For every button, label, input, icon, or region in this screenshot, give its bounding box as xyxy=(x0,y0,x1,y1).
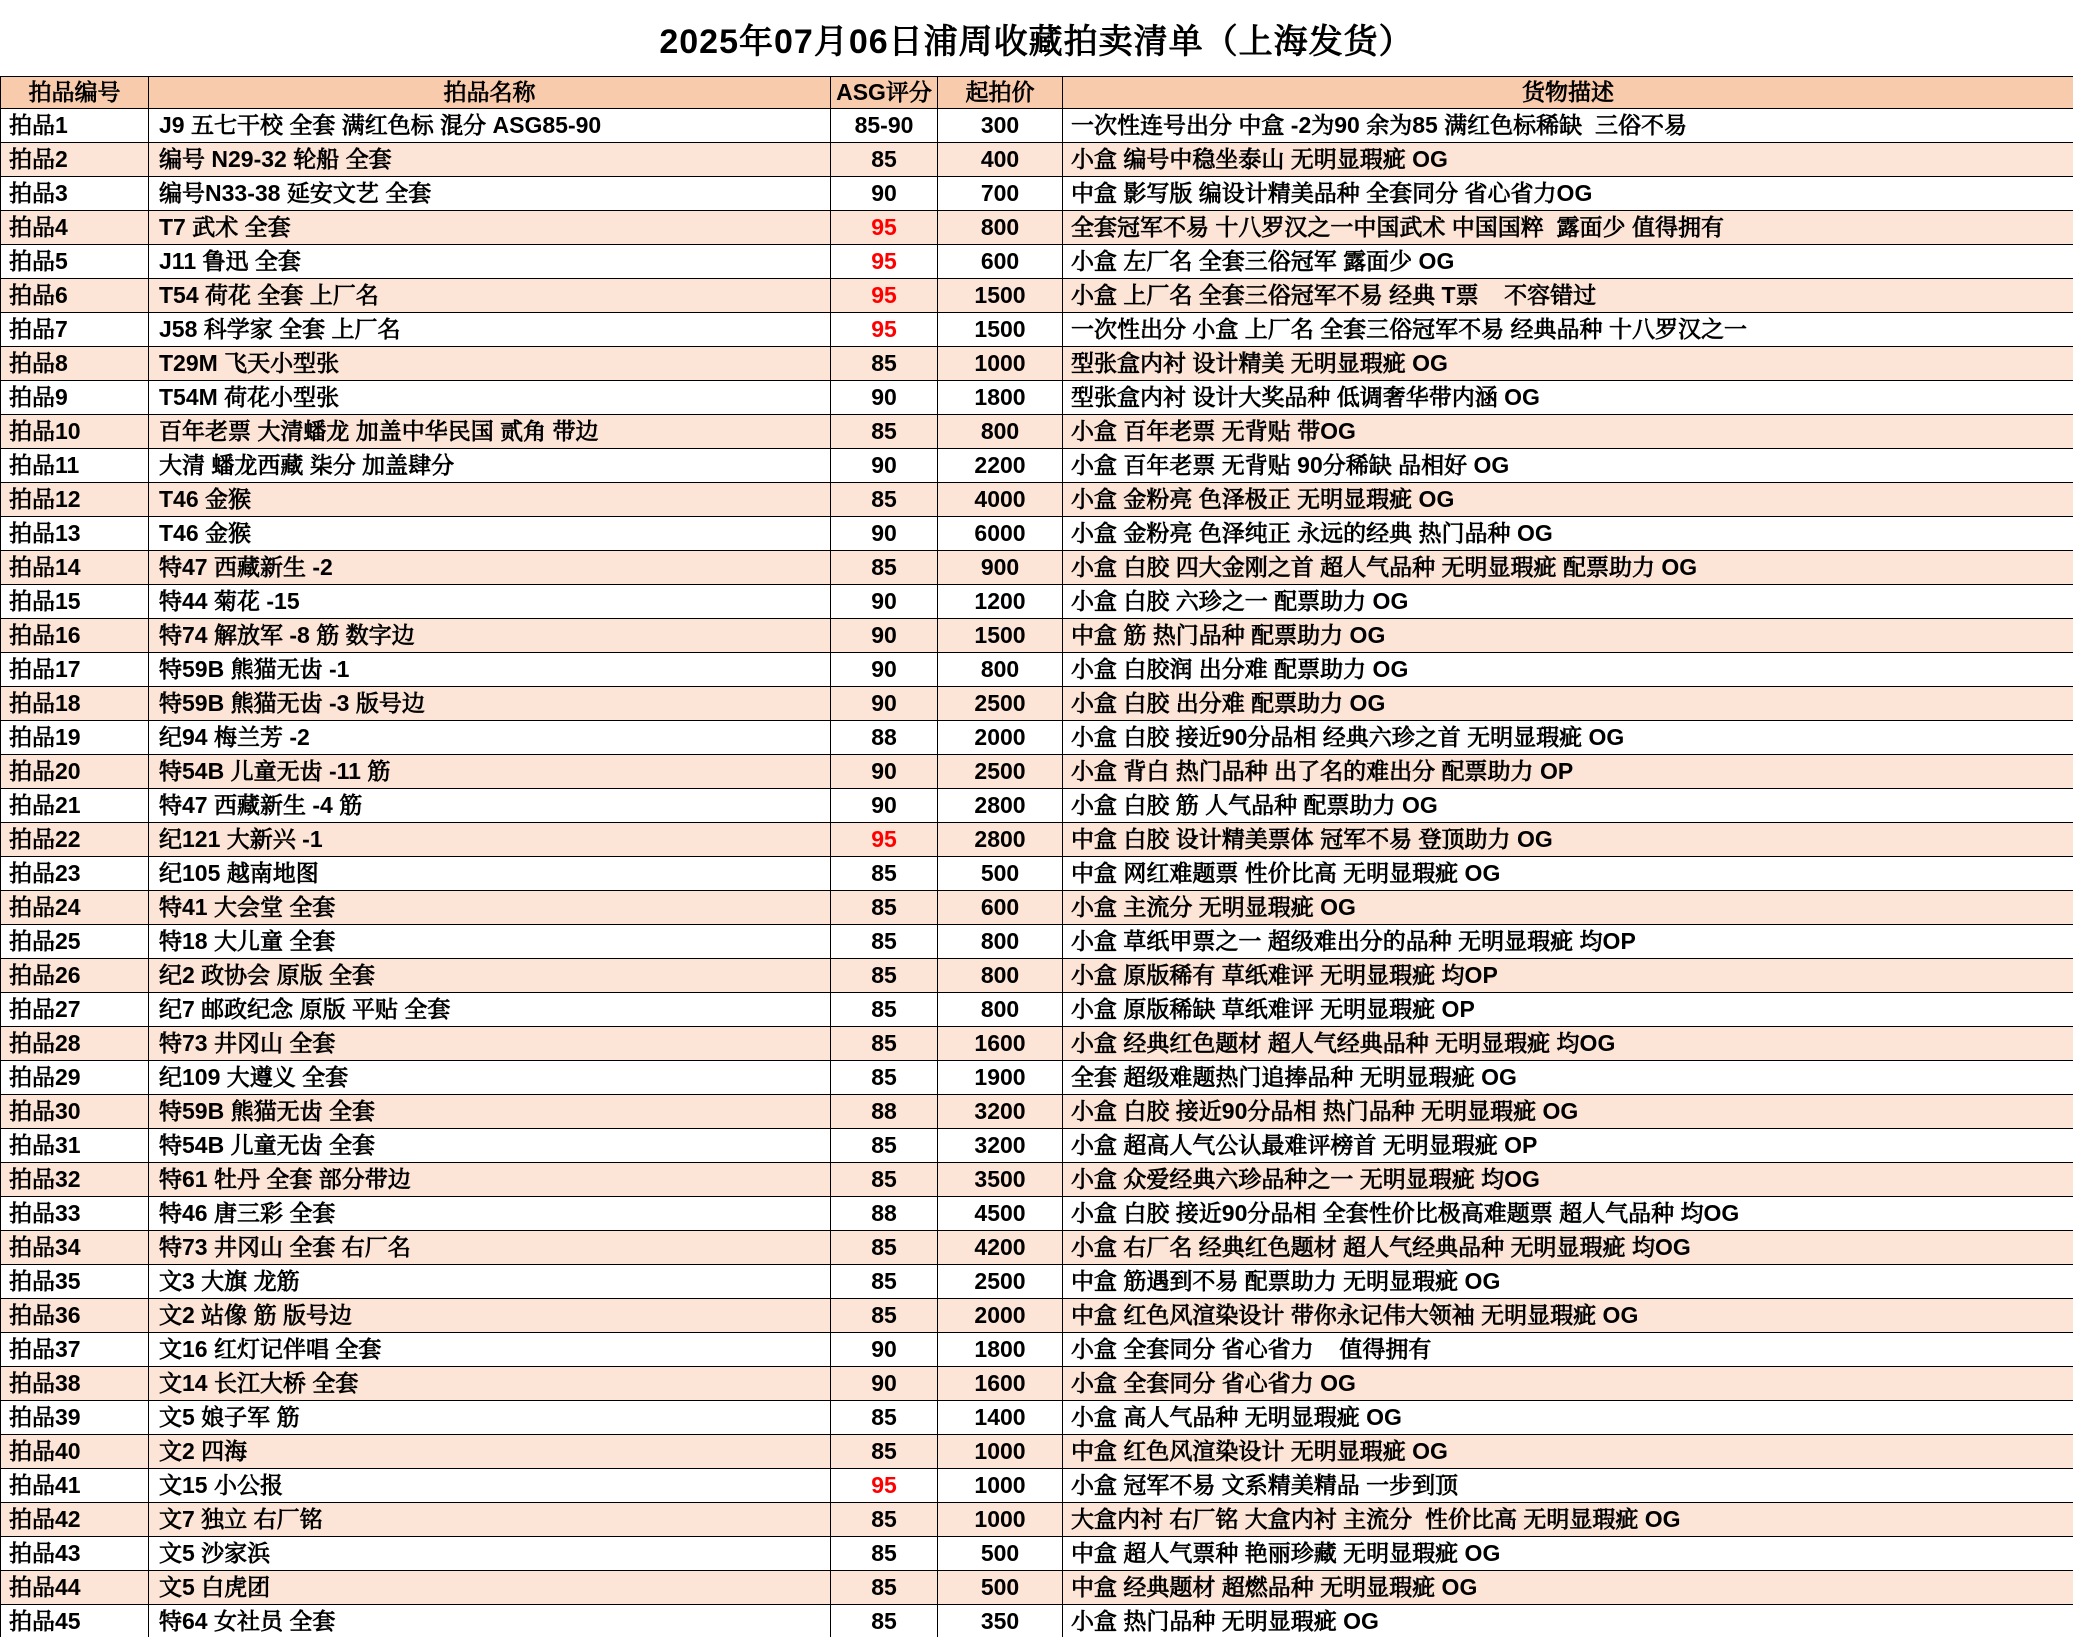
table-body xyxy=(1,109,2073,1637)
header-item-name[interactable]: 拍品名称 xyxy=(149,77,831,109)
cell-price[interactable]: 6000 xyxy=(938,517,1063,551)
table-row xyxy=(1,211,2073,245)
cell-desc[interactable]: 小盒 白胶 接近90分品相 经典六珍之首 无明显瑕疵 OG xyxy=(1063,721,2073,755)
cell-name[interactable]: 特73 井冈山 全套 右厂名 xyxy=(149,1231,831,1265)
cell-desc[interactable]: 中盒 红色风渲染设计 无明显瑕疵 OG xyxy=(1063,1435,2073,1469)
cell-name[interactable]: 文16 红灯记伴唱 全套 xyxy=(149,1333,831,1367)
cell-score[interactable]: 95 xyxy=(831,279,938,313)
cell-score[interactable]: 90 xyxy=(831,755,938,789)
cell-desc[interactable]: 全套 超级难题热门追捧品种 无明显瑕疵 OG xyxy=(1063,1061,2073,1095)
cell-id[interactable]: 拍品28 xyxy=(1,1027,149,1061)
cell-price[interactable]: 3500 xyxy=(938,1163,1063,1197)
cell-score[interactable]: 85 xyxy=(831,1129,938,1163)
cell-price[interactable]: 2000 xyxy=(938,1299,1063,1333)
header-start-price[interactable]: 起拍价 xyxy=(938,77,1063,109)
cell-score[interactable]: 85 xyxy=(831,143,938,177)
cell-id[interactable]: 拍品22 xyxy=(1,823,149,857)
cell-desc[interactable]: 一次性连号出分 中盒 -2为90 余为85 满红色标稀缺 三俗不易 xyxy=(1063,109,2073,143)
cell-name[interactable]: 纪105 越南地图 xyxy=(149,857,831,891)
cell-score[interactable]: 88 xyxy=(831,721,938,755)
cell-name[interactable]: 文2 站像 筋 版号边 xyxy=(149,1299,831,1333)
cell-id[interactable]: 拍品6 xyxy=(1,279,149,313)
auction-table xyxy=(0,76,2073,1637)
cell-name[interactable]: 特47 西藏新生 -2 xyxy=(149,551,831,585)
table-row xyxy=(1,993,2073,1027)
cell-price[interactable]: 800 xyxy=(938,993,1063,1027)
table-row xyxy=(1,823,2073,857)
table-row xyxy=(1,483,2073,517)
cell-price[interactable]: 300 xyxy=(938,109,1063,143)
cell-price[interactable]: 800 xyxy=(938,415,1063,449)
table-row xyxy=(1,619,2073,653)
cell-score[interactable]: 95 xyxy=(831,211,938,245)
cell-score[interactable]: 85 xyxy=(831,483,938,517)
cell-price[interactable]: 2500 xyxy=(938,687,1063,721)
cell-name[interactable]: 特61 牡丹 全套 部分带边 xyxy=(149,1163,831,1197)
cell-score[interactable]: 85 xyxy=(831,1265,938,1299)
cell-name[interactable]: T7 武术 全套 xyxy=(149,211,831,245)
cell-name[interactable]: 文2 四海 xyxy=(149,1435,831,1469)
cell-price[interactable]: 500 xyxy=(938,1537,1063,1571)
cell-score[interactable]: 85 xyxy=(831,551,938,585)
cell-name[interactable]: 文5 白虎团 xyxy=(149,1571,831,1605)
cell-id[interactable]: 拍品8 xyxy=(1,347,149,381)
cell-score[interactable]: 85 xyxy=(831,1299,938,1333)
cell-price[interactable]: 1500 xyxy=(938,313,1063,347)
cell-name[interactable]: 特44 菊花 -15 xyxy=(149,585,831,619)
table-row xyxy=(1,381,2073,415)
table-row xyxy=(1,755,2073,789)
cell-name[interactable]: 特59B 熊猫无齿 全套 xyxy=(149,1095,831,1129)
table-row xyxy=(1,177,2073,211)
cell-desc[interactable]: 小盒 白胶 四大金刚之首 超人气品种 无明显瑕疵 配票助力 OG xyxy=(1063,551,2073,585)
cell-score[interactable]: 85 xyxy=(831,925,938,959)
cell-desc[interactable]: 小盒 左厂名 全套三俗冠军 露面少 OG xyxy=(1063,245,2073,279)
cell-price[interactable]: 2800 xyxy=(938,823,1063,857)
table-row xyxy=(1,1095,2073,1129)
cell-desc[interactable]: 小盒 背白 热门品种 出了名的难出分 配票助力 OP xyxy=(1063,755,2073,789)
cell-id[interactable]: 拍品23 xyxy=(1,857,149,891)
cell-score[interactable]: 85 xyxy=(831,1537,938,1571)
cell-price[interactable]: 600 xyxy=(938,245,1063,279)
cell-desc[interactable]: 小盒 白胶 接近90分品相 热门品种 无明显瑕疵 OG xyxy=(1063,1095,2073,1129)
header-asg-score[interactable]: ASG评分 xyxy=(831,77,938,109)
cell-score[interactable]: 85 xyxy=(831,1061,938,1095)
cell-desc[interactable]: 中盒 经典题材 超燃品种 无明显瑕疵 OG xyxy=(1063,1571,2073,1605)
cell-score[interactable]: 85 xyxy=(831,1571,938,1605)
cell-name[interactable]: 纪94 梅兰芳 -2 xyxy=(149,721,831,755)
cell-price[interactable]: 600 xyxy=(938,891,1063,925)
cell-price[interactable]: 1500 xyxy=(938,619,1063,653)
cell-id[interactable]: 拍品4 xyxy=(1,211,149,245)
cell-desc[interactable]: 小盒 冠军不易 文系精美精品 一步到顶 xyxy=(1063,1469,2073,1503)
cell-name[interactable]: 纪121 大新兴 -1 xyxy=(149,823,831,857)
cell-id[interactable]: 拍品10 xyxy=(1,415,149,449)
cell-price[interactable]: 3200 xyxy=(938,1129,1063,1163)
table-row xyxy=(1,925,2073,959)
table-row xyxy=(1,857,2073,891)
table-row xyxy=(1,1061,2073,1095)
cell-desc[interactable]: 小盒 原版稀缺 草纸难评 无明显瑕疵 OP xyxy=(1063,993,2073,1027)
cell-id[interactable]: 拍品38 xyxy=(1,1367,149,1401)
cell-score[interactable]: 85 xyxy=(831,993,938,1027)
cell-id[interactable]: 拍品7 xyxy=(1,313,149,347)
cell-name[interactable]: 编号 N29-32 轮船 全套 xyxy=(149,143,831,177)
cell-score[interactable]: 85 xyxy=(831,415,938,449)
cell-score[interactable]: 95 xyxy=(831,245,938,279)
cell-desc[interactable]: 型张盒内衬 设计精美 无明显瑕疵 OG xyxy=(1063,347,2073,381)
cell-desc[interactable]: 小盒 白胶 六珍之一 配票助力 OG xyxy=(1063,585,2073,619)
table-row xyxy=(1,1401,2073,1435)
cell-desc[interactable]: 一次性出分 小盒 上厂名 全套三俗冠军不易 经典品种 十八罗汉之一 xyxy=(1063,313,2073,347)
cell-id[interactable]: 拍品2 xyxy=(1,143,149,177)
cell-id[interactable]: 拍品13 xyxy=(1,517,149,551)
cell-desc[interactable]: 中盒 筋 热门品种 配票助力 OG xyxy=(1063,619,2073,653)
cell-desc[interactable]: 中盒 超人气票种 艳丽珍藏 无明显瑕疵 OG xyxy=(1063,1537,2073,1571)
cell-price[interactable]: 4000 xyxy=(938,483,1063,517)
cell-name[interactable]: 特64 女社员 全套 xyxy=(149,1605,831,1637)
header-description[interactable]: 货物描述 xyxy=(1063,77,2073,109)
cell-name[interactable]: 文5 沙家浜 xyxy=(149,1537,831,1571)
cell-id[interactable]: 拍品21 xyxy=(1,789,149,823)
cell-id[interactable]: 拍品43 xyxy=(1,1537,149,1571)
cell-id[interactable]: 拍品25 xyxy=(1,925,149,959)
cell-price[interactable]: 500 xyxy=(938,1571,1063,1605)
cell-price[interactable]: 400 xyxy=(938,143,1063,177)
cell-id[interactable]: 拍品17 xyxy=(1,653,149,687)
cell-score[interactable]: 90 xyxy=(831,653,938,687)
cell-price[interactable]: 2200 xyxy=(938,449,1063,483)
cell-score[interactable]: 85 xyxy=(831,959,938,993)
table-row xyxy=(1,1231,2073,1265)
cell-id[interactable]: 拍品5 xyxy=(1,245,149,279)
cell-desc[interactable]: 大盒内衬 右厂铭 大盒内衬 主流分 性价比高 无明显瑕疵 OG xyxy=(1063,1503,2073,1537)
cell-id[interactable]: 拍品1 xyxy=(1,109,149,143)
cell-desc[interactable]: 中盒 红色风渲染设计 带你永记伟大领袖 无明显瑕疵 OG xyxy=(1063,1299,2073,1333)
cell-id[interactable]: 拍品24 xyxy=(1,891,149,925)
cell-id[interactable]: 拍品32 xyxy=(1,1163,149,1197)
cell-id[interactable]: 拍品42 xyxy=(1,1503,149,1537)
table-row xyxy=(1,449,2073,483)
table-row xyxy=(1,1571,2073,1605)
cell-score[interactable]: 90 xyxy=(831,381,938,415)
cell-price[interactable]: 4200 xyxy=(938,1231,1063,1265)
table-row xyxy=(1,1537,2073,1571)
cell-name[interactable]: 文15 小公报 xyxy=(149,1469,831,1503)
cell-id[interactable]: 拍品3 xyxy=(1,177,149,211)
cell-name[interactable]: 百年老票 大清蟠龙 加盖中华民国 贰角 带边 xyxy=(149,415,831,449)
cell-desc[interactable]: 小盒 白胶 出分难 配票助力 OG xyxy=(1063,687,2073,721)
cell-id[interactable]: 拍品12 xyxy=(1,483,149,517)
cell-price[interactable]: 4500 xyxy=(938,1197,1063,1231)
cell-id[interactable]: 拍品27 xyxy=(1,993,149,1027)
table-row xyxy=(1,1333,2073,1367)
cell-desc[interactable]: 小盒 原版稀有 草纸难评 无明显瑕疵 均OP xyxy=(1063,959,2073,993)
cell-desc[interactable]: 小盒 编号中稳坐泰山 无明显瑕疵 OG xyxy=(1063,143,2073,177)
cell-name[interactable]: 特18 大儿童 全套 xyxy=(149,925,831,959)
cell-name[interactable]: J58 科学家 全套 上厂名 xyxy=(149,313,831,347)
cell-desc[interactable]: 小盒 上厂名 全套三俗冠军不易 经典 T票 不容错过 xyxy=(1063,279,2073,313)
cell-score[interactable]: 85 xyxy=(831,1163,938,1197)
cell-price[interactable]: 1200 xyxy=(938,585,1063,619)
cell-score[interactable]: 85 xyxy=(831,857,938,891)
cell-score[interactable]: 90 xyxy=(831,1333,938,1367)
cell-name[interactable]: 特54B 儿童无齿 -11 筋 xyxy=(149,755,831,789)
cell-name[interactable]: 文5 娘子军 筋 xyxy=(149,1401,831,1435)
table-row xyxy=(1,109,2073,143)
cell-name[interactable]: 特73 井冈山 全套 xyxy=(149,1027,831,1061)
cell-id[interactable]: 拍品30 xyxy=(1,1095,149,1129)
cell-desc[interactable]: 小盒 白胶 筋 人气品种 配票助力 OG xyxy=(1063,789,2073,823)
cell-name[interactable]: 纪109 大遵义 全套 xyxy=(149,1061,831,1095)
cell-score[interactable]: 90 xyxy=(831,449,938,483)
cell-id[interactable]: 拍品36 xyxy=(1,1299,149,1333)
cell-desc[interactable]: 小盒 草纸甲票之一 超级难出分的品种 无明显瑕疵 均OP xyxy=(1063,925,2073,959)
cell-desc[interactable]: 全套冠军不易 十八罗汉之一中国武术 中国国粹 露面少 值得拥有 xyxy=(1063,211,2073,245)
cell-name[interactable]: 文14 长江大桥 全套 xyxy=(149,1367,831,1401)
cell-score[interactable]: 85 xyxy=(831,1231,938,1265)
cell-id[interactable]: 拍品33 xyxy=(1,1197,149,1231)
cell-price[interactable]: 1800 xyxy=(938,381,1063,415)
cell-desc[interactable]: 小盒 热门品种 无明显瑕疵 OG xyxy=(1063,1605,2073,1637)
table-row xyxy=(1,551,2073,585)
cell-id[interactable]: 拍品39 xyxy=(1,1401,149,1435)
table-row xyxy=(1,687,2073,721)
cell-price[interactable]: 2800 xyxy=(938,789,1063,823)
table-row xyxy=(1,653,2073,687)
cell-desc[interactable]: 小盒 百年老票 无背贴 带OG xyxy=(1063,415,2073,449)
cell-price[interactable]: 1500 xyxy=(938,279,1063,313)
cell-name[interactable]: 纪2 政协会 原版 全套 xyxy=(149,959,831,993)
cell-desc[interactable]: 小盒 全套同分 省心省力 OG xyxy=(1063,1367,2073,1401)
cell-id[interactable]: 拍品26 xyxy=(1,959,149,993)
cell-id[interactable]: 拍品40 xyxy=(1,1435,149,1469)
table-row xyxy=(1,1163,2073,1197)
cell-score[interactable]: 85-90 xyxy=(831,109,938,143)
cell-score[interactable]: 85 xyxy=(831,347,938,381)
table-row xyxy=(1,959,2073,993)
cell-score[interactable]: 85 xyxy=(831,1605,938,1637)
cell-desc[interactable]: 小盒 主流分 无明显瑕疵 OG xyxy=(1063,891,2073,925)
cell-score[interactable]: 88 xyxy=(831,1095,938,1129)
cell-desc[interactable]: 小盒 右厂名 经典红色题材 超人气经典品种 无明显瑕疵 均OG xyxy=(1063,1231,2073,1265)
cell-id[interactable]: 拍品14 xyxy=(1,551,149,585)
cell-name[interactable]: 特47 西藏新生 -4 筋 xyxy=(149,789,831,823)
cell-desc[interactable]: 中盒 筋遇到不易 配票助力 无明显瑕疵 OG xyxy=(1063,1265,2073,1299)
table-row xyxy=(1,891,2073,925)
cell-price[interactable]: 800 xyxy=(938,653,1063,687)
cell-name[interactable]: T54M 荷花小型张 xyxy=(149,381,831,415)
table-row xyxy=(1,1469,2073,1503)
cell-score[interactable]: 90 xyxy=(831,585,938,619)
table-row xyxy=(1,1129,2073,1163)
cell-desc[interactable]: 小盒 众爱经典六珍品种之一 无明显瑕疵 均OG xyxy=(1063,1163,2073,1197)
cell-price[interactable]: 1800 xyxy=(938,1333,1063,1367)
cell-id[interactable]: 拍品44 xyxy=(1,1571,149,1605)
cell-score[interactable]: 90 xyxy=(831,517,938,551)
cell-name[interactable]: 特59B 熊猫无齿 -1 xyxy=(149,653,831,687)
cell-price[interactable]: 1000 xyxy=(938,1503,1063,1537)
table-row xyxy=(1,1605,2073,1637)
cell-score[interactable]: 85 xyxy=(831,891,938,925)
cell-name[interactable]: 特46 唐三彩 全套 xyxy=(149,1197,831,1231)
cell-score[interactable]: 90 xyxy=(831,1367,938,1401)
cell-score[interactable]: 95 xyxy=(831,823,938,857)
cell-desc[interactable]: 小盒 超高人气公认最难评榜首 无明显瑕疵 OP xyxy=(1063,1129,2073,1163)
cell-price[interactable]: 800 xyxy=(938,959,1063,993)
cell-id[interactable]: 拍品15 xyxy=(1,585,149,619)
cell-id[interactable]: 拍品16 xyxy=(1,619,149,653)
table-row xyxy=(1,279,2073,313)
cell-desc[interactable]: 中盒 白胶 设计精美票体 冠军不易 登顶助力 OG xyxy=(1063,823,2073,857)
cell-id[interactable]: 拍品20 xyxy=(1,755,149,789)
cell-desc[interactable]: 中盒 网红难题票 性价比高 无明显瑕疵 OG xyxy=(1063,857,2073,891)
cell-desc[interactable]: 小盒 高人气品种 无明显瑕疵 OG xyxy=(1063,1401,2073,1435)
table-row xyxy=(1,1367,2073,1401)
cell-name[interactable]: T54 荷花 全套 上厂名 xyxy=(149,279,831,313)
cell-name[interactable]: 特41 大会堂 全套 xyxy=(149,891,831,925)
cell-price[interactable]: 1600 xyxy=(938,1027,1063,1061)
cell-desc[interactable]: 小盒 经典红色题材 超人气经典品种 无明显瑕疵 均OG xyxy=(1063,1027,2073,1061)
cell-score[interactable]: 88 xyxy=(831,1197,938,1231)
cell-desc[interactable]: 小盒 金粉亮 色泽纯正 永远的经典 热门品种 OG xyxy=(1063,517,2073,551)
cell-desc[interactable]: 小盒 百年老票 无背贴 90分稀缺 品相好 OG xyxy=(1063,449,2073,483)
table-row xyxy=(1,415,2073,449)
cell-score[interactable]: 90 xyxy=(831,177,938,211)
cell-name[interactable]: 纪7 邮政纪念 原版 平贴 全套 xyxy=(149,993,831,1027)
table-row xyxy=(1,1027,2073,1061)
cell-price[interactable]: 2500 xyxy=(938,1265,1063,1299)
table-row xyxy=(1,313,2073,347)
cell-id[interactable]: 拍品35 xyxy=(1,1265,149,1299)
table-row xyxy=(1,517,2073,551)
table-row xyxy=(1,1435,2073,1469)
cell-id[interactable]: 拍品11 xyxy=(1,449,149,483)
cell-name[interactable]: 文3 大旗 龙筋 xyxy=(149,1265,831,1299)
table-row xyxy=(1,1197,2073,1231)
cell-desc[interactable]: 小盒 白胶润 出分难 配票助力 OG xyxy=(1063,653,2073,687)
cell-price[interactable]: 2000 xyxy=(938,721,1063,755)
cell-price[interactable]: 1000 xyxy=(938,1469,1063,1503)
cell-name[interactable]: T29M 飞天小型张 xyxy=(149,347,831,381)
cell-price[interactable]: 2500 xyxy=(938,755,1063,789)
cell-price[interactable]: 1900 xyxy=(938,1061,1063,1095)
cell-name[interactable]: T46 金猴 xyxy=(149,483,831,517)
cell-price[interactable]: 800 xyxy=(938,211,1063,245)
cell-name[interactable]: T46 金猴 xyxy=(149,517,831,551)
cell-price[interactable]: 3200 xyxy=(938,1095,1063,1129)
cell-price[interactable]: 900 xyxy=(938,551,1063,585)
cell-id[interactable]: 拍品9 xyxy=(1,381,149,415)
cell-score[interactable]: 90 xyxy=(831,687,938,721)
table-row xyxy=(1,721,2073,755)
cell-name[interactable]: 大清 蟠龙西藏 柒分 加盖肆分 xyxy=(149,449,831,483)
cell-score[interactable]: 90 xyxy=(831,789,938,823)
cell-score[interactable]: 85 xyxy=(831,1503,938,1537)
cell-desc[interactable]: 小盒 全套同分 省心省力 值得拥有 xyxy=(1063,1333,2073,1367)
cell-score[interactable]: 85 xyxy=(831,1027,938,1061)
cell-price[interactable]: 700 xyxy=(938,177,1063,211)
cell-score[interactable]: 85 xyxy=(831,1435,938,1469)
table-row xyxy=(1,585,2073,619)
table-row xyxy=(1,245,2073,279)
table-row xyxy=(1,143,2073,177)
table-row xyxy=(1,789,2073,823)
cell-name[interactable]: J11 鲁迅 全套 xyxy=(149,245,831,279)
cell-id[interactable]: 拍品29 xyxy=(1,1061,149,1095)
table-row xyxy=(1,1503,2073,1537)
cell-name[interactable]: J9 五七干校 全套 满红色标 混分 ASG85-90 xyxy=(149,109,831,143)
cell-score[interactable]: 90 xyxy=(831,619,938,653)
cell-name[interactable]: 特59B 熊猫无齿 -3 版号边 xyxy=(149,687,831,721)
cell-score[interactable]: 95 xyxy=(831,313,938,347)
table-row xyxy=(1,347,2073,381)
cell-id[interactable]: 拍品41 xyxy=(1,1469,149,1503)
cell-desc[interactable]: 小盒 白胶 接近90分品相 全套性价比极高难题票 超人气品种 均OG xyxy=(1063,1197,2073,1231)
cell-id[interactable]: 拍品45 xyxy=(1,1605,149,1637)
cell-price[interactable]: 1000 xyxy=(938,1435,1063,1469)
table-row xyxy=(1,1265,2073,1299)
cell-desc[interactable]: 中盒 影写版 编设计精美品种 全套同分 省心省力OG xyxy=(1063,177,2073,211)
cell-name[interactable]: 文7 独立 右厂铭 xyxy=(149,1503,831,1537)
cell-name[interactable]: 特54B 儿童无齿 全套 xyxy=(149,1129,831,1163)
table-row xyxy=(1,1299,2073,1333)
cell-name[interactable]: 特74 解放军 -8 筋 数字边 xyxy=(149,619,831,653)
cell-price[interactable]: 500 xyxy=(938,857,1063,891)
cell-score[interactable]: 85 xyxy=(831,1401,938,1435)
cell-price[interactable]: 1400 xyxy=(938,1401,1063,1435)
cell-price[interactable]: 1000 xyxy=(938,347,1063,381)
cell-id[interactable]: 拍品31 xyxy=(1,1129,149,1163)
cell-desc[interactable]: 型张盒内衬 设计大奖品种 低调奢华带内涵 OG xyxy=(1063,381,2073,415)
cell-desc[interactable]: 小盒 金粉亮 色泽极正 无明显瑕疵 OG xyxy=(1063,483,2073,517)
cell-id[interactable]: 拍品18 xyxy=(1,687,149,721)
header-row xyxy=(1,77,2073,109)
header-item-id[interactable]: 拍品编号 xyxy=(1,77,149,109)
cell-id[interactable]: 拍品37 xyxy=(1,1333,149,1367)
cell-price[interactable]: 1600 xyxy=(938,1367,1063,1401)
cell-score[interactable]: 95 xyxy=(831,1469,938,1503)
cell-price[interactable]: 800 xyxy=(938,925,1063,959)
cell-id[interactable]: 拍品19 xyxy=(1,721,149,755)
page-title: 2025年07月06日浦周收藏拍卖清单（上海发货） xyxy=(659,22,1414,61)
cell-id[interactable]: 拍品34 xyxy=(1,1231,149,1265)
cell-name[interactable]: 编号N33-38 延安文艺 全套 xyxy=(149,177,831,211)
cell-price[interactable]: 350 xyxy=(938,1605,1063,1637)
